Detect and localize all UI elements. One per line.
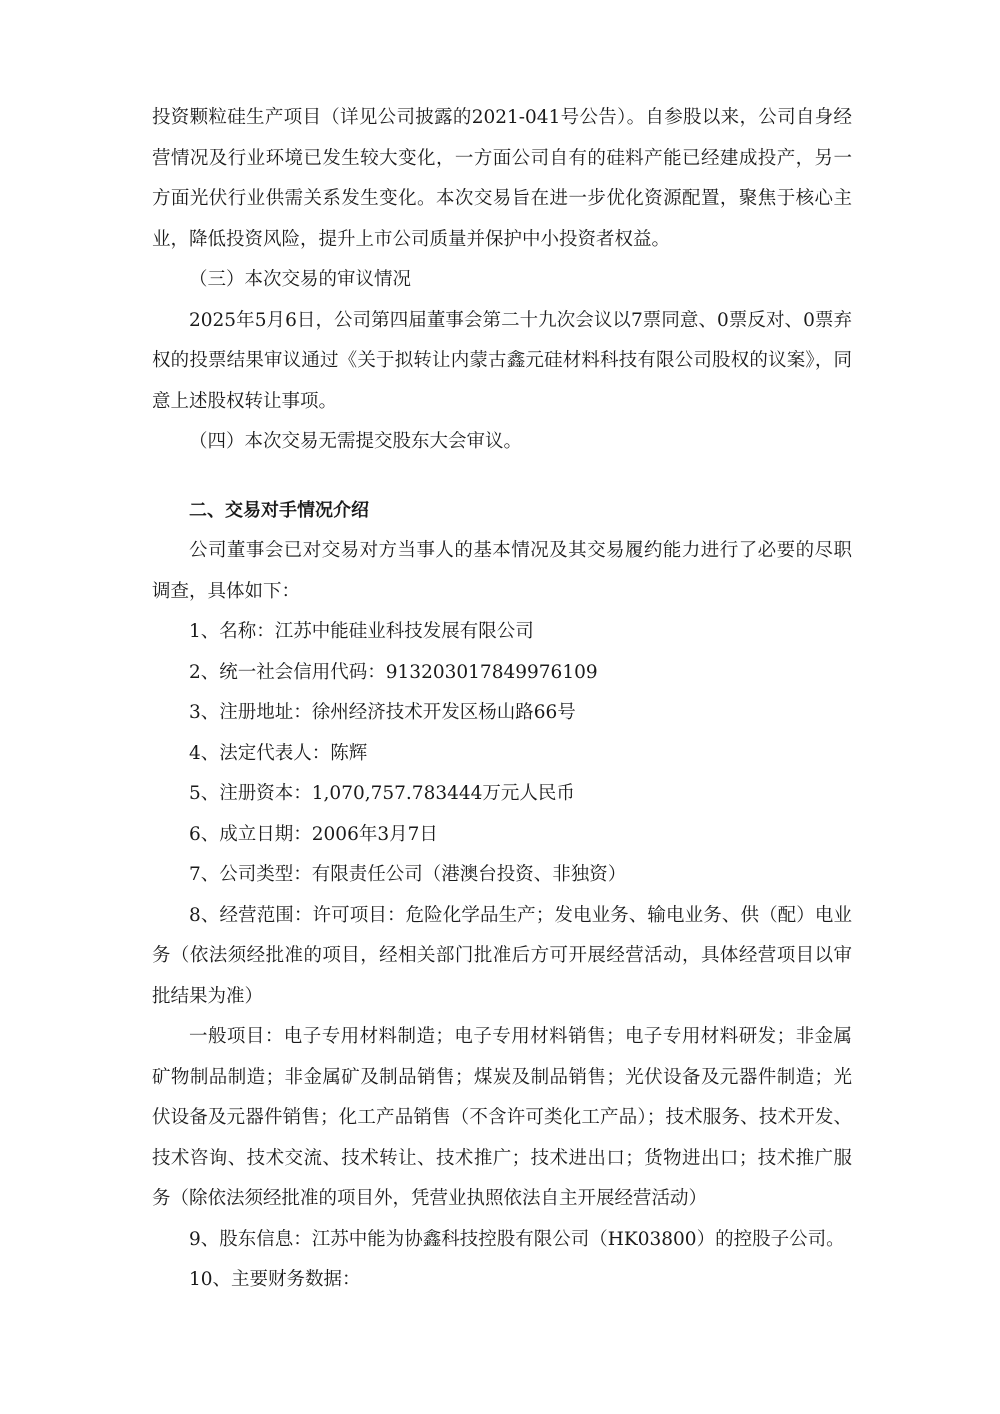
- item-legal-representative: 4、法定代表人：陈辉: [189, 742, 368, 764]
- section-heading-review: （三）本次交易的审议情况: [189, 269, 412, 290]
- item-business-scope-licensed: 8、经营范围：许可项目：危险化学品生产；发电业务、输电业务、供（配）电业务（依法须经批准的项目，经相关部门批准后方可开展经营活动，具体经营项目以审批结果为准）: [152, 904, 852, 1007]
- paragraph-due-diligence: 公司董事会已对交易对方当事人的基本情况及其交易履约能力进行了必要的尽职调查，具体如下：: [152, 540, 852, 602]
- section-heading-counterparty: 二、交易对手情况介绍: [189, 499, 369, 521]
- item-financial-data: 10、主要财务数据：: [189, 1269, 361, 1290]
- item-business-scope-general: 一般项目：电子专用材料制造；电子专用材料销售；电子专用材料研发；非金属矿物制品制造；非金属矿及制品销售；煤炭及制品销售；光伏设备及元器件制造；光伏设备及元器件销售；化工产品销售（不含许可类化工产品）；技术服务、技术开发、技术咨询、技术交流、技术转让、技术推广；技术进出口；货物进出口；技术推广服务（除依法须经批准的项目外，凭营业执照依法自主开展经营活动）: [152, 1026, 852, 1209]
- paragraph-no-shareholder-approval: （四）本次交易无需提交股东大会审议。: [189, 431, 523, 452]
- item-registered-address: 3、注册地址：徐州经济技术开发区杨山路66号: [189, 702, 576, 723]
- item-company-name: 1、名称：江苏中能硅业科技发展有限公司: [189, 621, 534, 642]
- item-registered-capital: 5、注册资本：1,070,757.783444万元人民币: [189, 783, 575, 804]
- paragraph-board-resolution: 2025年5月6日，公司第四届董事会第二十九次会议以7票同意、0票反对、0票弃权的投票结果审议通过《关于拟转让内蒙古鑫元硅材料科技有限公司股权的议案》，同意上述股权转让事项。: [152, 309, 852, 412]
- item-establishment-date: 6、成立日期：2006年3月7日: [189, 823, 438, 845]
- item-company-type: 7、公司类型：有限责任公司（港澳台投资、非独资）: [189, 864, 627, 885]
- paragraph-purpose: 投资颗粒硅生产项目（详见公司披露的2021-041号公告）。自参股以来，公司自身经营情况及行业环境已发生较大变化，一方面公司自有的硅料产能已经建成投产，另一方面光伏行业供需关系发生变化。本次交易旨在进一步优化资源配置，聚焦于核心主业，降低投资风险，提升上市公司质量并保护中小投资者权益。: [152, 107, 852, 250]
- item-shareholder-info: 9、股东信息：江苏中能为协鑫科技控股有限公司（HK03800）的控股子公司。: [189, 1228, 845, 1250]
- document-body: [152, 98, 852, 1301]
- item-credit-code: 2、统一社会信用代码：913203017849976109: [189, 661, 598, 683]
